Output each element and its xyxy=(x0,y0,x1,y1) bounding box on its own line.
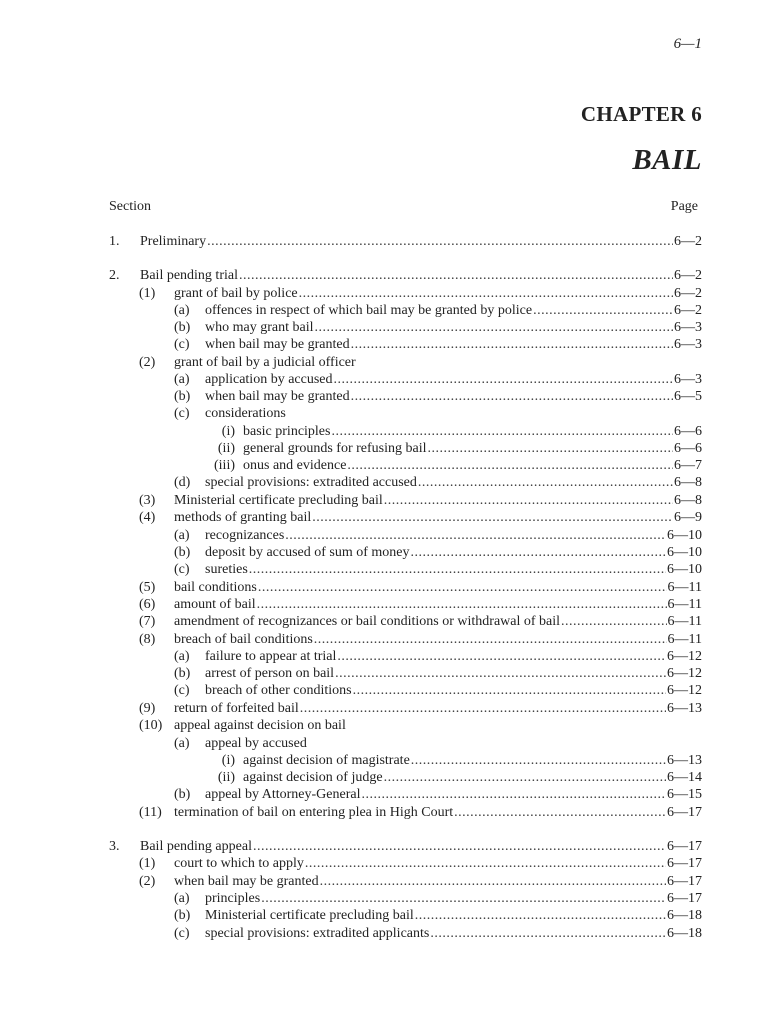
toc-entry xyxy=(197,423,702,440)
toc-entry-number: (a) xyxy=(174,736,190,751)
toc-entry-label: when bail may be granted xyxy=(205,337,350,352)
toc-entry-label: grant of bail by a judicial officer xyxy=(174,355,356,370)
toc-entry-number: (d) xyxy=(174,475,191,490)
dot-leader xyxy=(239,267,673,284)
toc-entry-number: (a) xyxy=(174,303,190,318)
toc-entry-number: (a) xyxy=(174,372,190,387)
toc-entry-number: (b) xyxy=(174,908,191,923)
toc-entry-number: (b) xyxy=(174,389,191,404)
toc-entry-label: appeal against decision on bail xyxy=(174,718,346,733)
toc-entry-number: (ii) xyxy=(217,441,235,456)
toc-entry-number: (8) xyxy=(139,632,156,647)
toc-entry xyxy=(197,769,702,786)
toc-entry-label: who may grant bail xyxy=(205,320,314,335)
toc-entry-page: 6—18 xyxy=(667,908,702,923)
toc-entry-label: when bail may be granted xyxy=(205,389,350,404)
toc-entry-label: arrest of person on bail xyxy=(205,666,335,681)
toc-entry-page: 6—17 xyxy=(667,891,702,906)
toc-entry-page: 6—8 xyxy=(674,475,702,490)
dot-leader xyxy=(384,492,673,509)
toc-entry xyxy=(197,752,702,769)
toc-entry-label: court to which to apply xyxy=(174,856,304,871)
toc-entry-page: 6—11 xyxy=(667,597,702,612)
dot-leader xyxy=(384,769,666,786)
toc-entry-number: (11) xyxy=(139,805,162,820)
toc-entry-label: special provisions: extradited applicants xyxy=(205,926,430,941)
toc-entry xyxy=(174,665,702,682)
toc-entry-label: grant of bail by police xyxy=(174,286,298,301)
toc-entry-label: amendment of recognizances or bail conditions or withdrawal of bail xyxy=(174,614,561,629)
toc-entry-page: 6—17 xyxy=(667,874,702,889)
toc-entry-label: sureties xyxy=(205,562,248,577)
toc-entry-number: (c) xyxy=(174,683,190,698)
toc-entry-number: (b) xyxy=(174,320,191,335)
dot-leader xyxy=(314,631,667,648)
toc-entry-number: (iii) xyxy=(214,458,235,473)
dot-leader xyxy=(533,302,673,319)
toc-entry-page: 6—13 xyxy=(667,753,702,768)
dot-leader xyxy=(207,233,673,250)
toc-entry xyxy=(109,838,702,855)
toc-entry-page: 6—6 xyxy=(674,424,702,439)
toc-entry xyxy=(174,319,702,336)
toc-entry xyxy=(109,267,702,284)
toc-entry-label: Ministerial certificate precluding bail xyxy=(174,493,383,508)
dot-leader xyxy=(300,700,666,717)
toc-entry-page: 6—9 xyxy=(674,510,702,525)
toc-entry xyxy=(197,457,702,474)
toc-entry-page: 6—11 xyxy=(667,614,702,629)
toc-entry-page: 6—10 xyxy=(667,545,702,560)
toc-entry-page: 6—3 xyxy=(674,320,702,335)
toc-entry-number: (c) xyxy=(174,562,190,577)
toc-entry-page: 6—2 xyxy=(674,268,702,283)
toc-entry-number: (3) xyxy=(139,493,156,508)
toc-entry-number: 2. xyxy=(109,268,120,283)
toc-entry-label: Bail pending appeal xyxy=(140,839,252,854)
dot-leader xyxy=(337,648,666,665)
toc-entry-label: termination of bail on entering plea in High Court xyxy=(174,805,454,820)
toc-entry-number: (1) xyxy=(139,286,156,301)
toc-entry xyxy=(174,527,702,544)
toc-entry-label: recognizances xyxy=(205,528,285,543)
toc-entry xyxy=(139,354,702,371)
toc-entry xyxy=(139,509,702,526)
toc-entry xyxy=(174,371,702,388)
toc-entry-page: 6—3 xyxy=(674,372,702,387)
toc-entry-page: 6—5 xyxy=(674,389,702,404)
dot-leader xyxy=(314,319,673,336)
toc-entry-number: (5) xyxy=(139,580,156,595)
toc-entry-number: (c) xyxy=(174,337,190,352)
toc-entry-number: (4) xyxy=(139,510,156,525)
toc-entry xyxy=(174,682,702,699)
toc-entry-label: deposit by accused of sum of money xyxy=(205,545,410,560)
toc-entry xyxy=(139,613,702,630)
toc-entry-number: (i) xyxy=(221,753,235,768)
dot-leader xyxy=(353,682,666,699)
toc-entry-page: 6—2 xyxy=(674,286,702,301)
dot-leader xyxy=(320,873,666,890)
toc-entry-number: (c) xyxy=(174,406,190,421)
toc-entry-page: 6—17 xyxy=(667,856,702,871)
toc-entry-number: (9) xyxy=(139,701,156,716)
toc-entry-page: 6—13 xyxy=(667,701,702,716)
toc-entry-number: (2) xyxy=(139,355,156,370)
dot-leader xyxy=(561,613,666,630)
dot-leader xyxy=(249,561,666,578)
dot-leader xyxy=(257,596,667,613)
dot-leader xyxy=(411,544,666,561)
toc-entry xyxy=(139,579,702,596)
toc-entry-number: (a) xyxy=(174,528,190,543)
chapter-title: BAIL xyxy=(632,144,702,176)
toc-entry xyxy=(139,285,702,302)
dot-leader xyxy=(411,752,666,769)
toc-entry xyxy=(174,302,702,319)
toc-entry-page: 6—3 xyxy=(674,337,702,352)
toc-entry-page: 6—17 xyxy=(667,805,702,820)
toc-entry xyxy=(174,405,702,422)
toc-entry-label: breach of other conditions xyxy=(205,683,352,698)
toc-entry xyxy=(174,544,702,561)
toc-entry-label: when bail may be granted xyxy=(174,874,319,889)
toc-entry-number: (7) xyxy=(139,614,156,629)
toc-entry-page: 6—7 xyxy=(674,458,702,473)
dot-leader xyxy=(347,457,673,474)
dot-leader xyxy=(351,388,673,405)
toc-entry-label: special provisions: extradited accused xyxy=(205,475,417,490)
toc-entry-page: 6—12 xyxy=(667,666,702,681)
toc-entry xyxy=(139,804,702,821)
toc-entry-label: general grounds for refusing bail xyxy=(243,441,427,456)
toc-entry-number: (c) xyxy=(174,926,190,941)
dot-leader xyxy=(454,804,666,821)
dot-leader xyxy=(362,786,667,803)
toc-entry-page: 6—12 xyxy=(667,649,702,664)
section-column-heading: Section xyxy=(109,199,151,214)
dot-leader xyxy=(331,423,673,440)
toc-entry-page: 6—11 xyxy=(667,580,702,595)
toc-entry xyxy=(174,561,702,578)
toc-entry xyxy=(174,925,702,942)
toc-entry-page: 6—11 xyxy=(667,632,702,647)
toc-entry xyxy=(174,648,702,665)
page-column-heading: Page xyxy=(670,199,698,214)
toc-entry-label: breach of bail conditions xyxy=(174,632,313,647)
toc-entry-label: onus and evidence xyxy=(243,458,347,473)
toc-entry-page: 6—18 xyxy=(667,926,702,941)
toc-entry xyxy=(174,474,702,491)
toc-entry xyxy=(174,735,702,752)
toc-entry-page: 6—14 xyxy=(667,770,702,785)
toc-entry-page: 6—17 xyxy=(667,839,702,854)
dot-leader xyxy=(428,440,674,457)
page-number: 6—1 xyxy=(673,36,702,52)
toc-entry-label: principles xyxy=(205,891,261,906)
dot-leader xyxy=(258,579,667,596)
toc-entry xyxy=(174,890,702,907)
toc-entry xyxy=(139,873,702,890)
toc-entry-label: basic principles xyxy=(243,424,331,439)
toc-entry-number: (1) xyxy=(139,856,156,871)
toc-entry-page: 6—15 xyxy=(667,787,702,802)
toc-entry xyxy=(139,596,702,613)
dot-leader xyxy=(285,527,666,544)
dot-leader xyxy=(430,925,666,942)
toc-entry-number: (b) xyxy=(174,545,191,560)
dot-leader xyxy=(415,907,666,924)
toc-entry-number: (b) xyxy=(174,666,191,681)
toc-entry-label: amount of bail xyxy=(174,597,256,612)
toc-entry-page: 6—10 xyxy=(667,528,702,543)
toc-entry-label: against decision of magistrate xyxy=(243,753,410,768)
toc-entry-number: (6) xyxy=(139,597,156,612)
toc-entry-number: 1. xyxy=(109,234,120,249)
dot-leader xyxy=(253,838,666,855)
toc-entry-label: methods of granting bail xyxy=(174,510,312,525)
toc-entry xyxy=(174,388,702,405)
toc-entry-number: (10) xyxy=(139,718,163,733)
dot-leader xyxy=(299,285,673,302)
toc-entry xyxy=(139,855,702,872)
toc-entry-page: 6—12 xyxy=(667,683,702,698)
toc-entry-number: (ii) xyxy=(217,770,235,785)
toc-entry xyxy=(174,786,702,803)
toc-entry-label: appeal by accused xyxy=(205,736,307,751)
toc-entry xyxy=(139,492,702,509)
toc-entry-label: offences in respect of which bail may be granted by police xyxy=(205,303,533,318)
dot-leader xyxy=(312,509,673,526)
toc-entry-label: against decision of judge xyxy=(243,770,383,785)
toc-entry xyxy=(197,440,702,457)
chapter-heading: CHAPTER 6 xyxy=(580,102,702,126)
dot-leader xyxy=(261,890,666,907)
toc-entry xyxy=(139,700,702,717)
toc-entry xyxy=(109,233,702,250)
toc-entry xyxy=(139,717,702,734)
toc-entry-label: failure to appear at trial xyxy=(205,649,337,664)
toc-entry-label: bail conditions xyxy=(174,580,257,595)
toc-entry-number: (a) xyxy=(174,891,190,906)
dot-leader xyxy=(335,665,666,682)
toc-entry-label: appeal by Attorney-General xyxy=(205,787,361,802)
toc-entry-number: 3. xyxy=(109,839,120,854)
toc-entry-label: application by accused xyxy=(205,372,333,387)
dot-leader xyxy=(305,855,666,872)
toc-entry-label: considerations xyxy=(205,406,286,421)
toc-entry-number: (a) xyxy=(174,649,190,664)
toc-entry xyxy=(174,907,702,924)
toc-entry-label: return of forfeited bail xyxy=(174,701,299,716)
toc-entry-page: 6—2 xyxy=(674,234,702,249)
toc-entry-number: (b) xyxy=(174,787,191,802)
toc-entry xyxy=(139,631,702,648)
toc-entry-page: 6—6 xyxy=(674,441,702,456)
table-of-contents xyxy=(109,0,702,1024)
toc-entry-label: Preliminary xyxy=(140,234,207,249)
toc-entry-number: (2) xyxy=(139,874,156,889)
toc-entry-label: Ministerial certificate precluding bail xyxy=(205,908,414,923)
toc-entry-label: Bail pending trial xyxy=(140,268,238,283)
toc-entry-page: 6—2 xyxy=(674,303,702,318)
toc-entry-page: 6—10 xyxy=(667,562,702,577)
toc-entry-page: 6—8 xyxy=(674,493,702,508)
dot-leader xyxy=(351,336,673,353)
toc-entry-number: (i) xyxy=(221,424,235,439)
dot-leader xyxy=(418,474,673,491)
dot-leader xyxy=(334,371,673,388)
toc-entry xyxy=(174,336,702,353)
